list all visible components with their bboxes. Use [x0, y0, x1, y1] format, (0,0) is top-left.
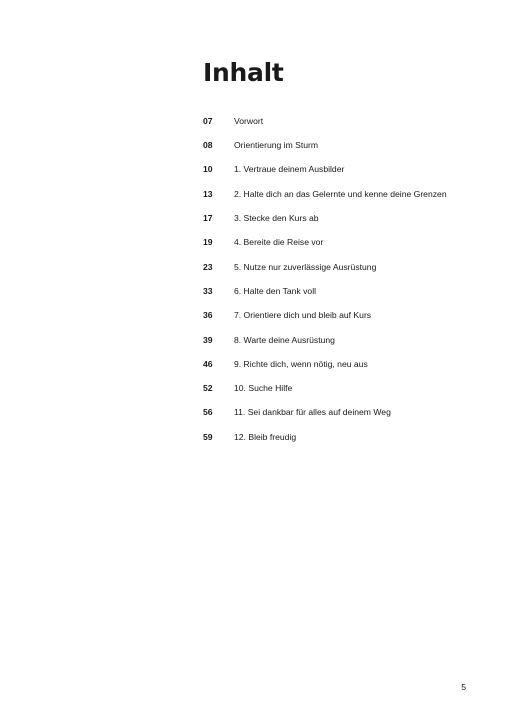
toc-entry-label: 7. Orientiere dich und bleib auf Kurs — [234, 310, 372, 321]
toc-entry-label: 9. Richte dich, wenn nötig, neu aus — [234, 358, 368, 369]
toc-page-number: 10 — [203, 164, 213, 175]
toc-entry — [203, 133, 493, 157]
toc-entry-label: Orientierung im Sturm — [234, 140, 319, 151]
page-number: 5 — [461, 682, 466, 692]
table-of-contents — [203, 109, 493, 449]
toc-entry-label: 12. Bleib freudig — [234, 431, 297, 442]
toc-page-number: 33 — [203, 285, 213, 296]
toc-entry — [203, 328, 493, 352]
toc-entry — [203, 352, 493, 376]
toc-entry — [203, 182, 493, 206]
toc-entry-label: 5. Nutze nur zuverlässige Ausrüstung — [234, 261, 377, 272]
toc-entry-label: 4. Bereite die Reise vor — [234, 237, 324, 248]
toc-entry — [203, 425, 493, 449]
toc-entry-label: 2. Halte dich an das Gelernte und kenne deine Grenzen — [234, 188, 447, 199]
toc-page-number: 17 — [203, 213, 213, 224]
toc-page-number: 19 — [203, 237, 213, 248]
toc-entry-label: Vorwort — [234, 115, 264, 126]
toc-page-number: 07 — [203, 115, 213, 126]
toc-entry — [203, 109, 493, 133]
toc-entry — [203, 230, 493, 254]
toc-entry-label: 6. Halte den Tank voll — [234, 285, 317, 296]
toc-entry — [203, 401, 493, 425]
toc-page-number: 08 — [203, 140, 213, 151]
toc-page-number: 39 — [203, 334, 213, 345]
toc-page-number: 56 — [203, 407, 213, 418]
toc-entry-label: 1. Vertraue deinem Ausbilder — [234, 164, 345, 175]
toc-entry — [203, 206, 493, 230]
toc-entry-label: 8. Warte deine Ausrüstung — [234, 334, 335, 345]
toc-entry — [203, 303, 493, 327]
toc-entry-label: 3. Stecke den Kurs ab — [234, 213, 319, 224]
toc-page-number: 59 — [203, 431, 213, 442]
toc-page-number: 36 — [203, 310, 213, 321]
toc-entry — [203, 376, 493, 400]
toc-page-number: 23 — [203, 261, 213, 272]
toc-entry-label: 11. Sei dankbar für alles auf deinem Weg — [234, 407, 391, 418]
toc-page-number: 46 — [203, 358, 213, 369]
toc-entry — [203, 255, 493, 279]
page-title: Inhalt — [203, 58, 284, 87]
toc-page-number: 52 — [203, 383, 213, 394]
toc-entry-label: 10. Suche Hilfe — [234, 383, 293, 394]
toc-entry — [203, 158, 493, 182]
toc-entry — [203, 279, 493, 303]
toc-page-number: 13 — [203, 188, 213, 199]
